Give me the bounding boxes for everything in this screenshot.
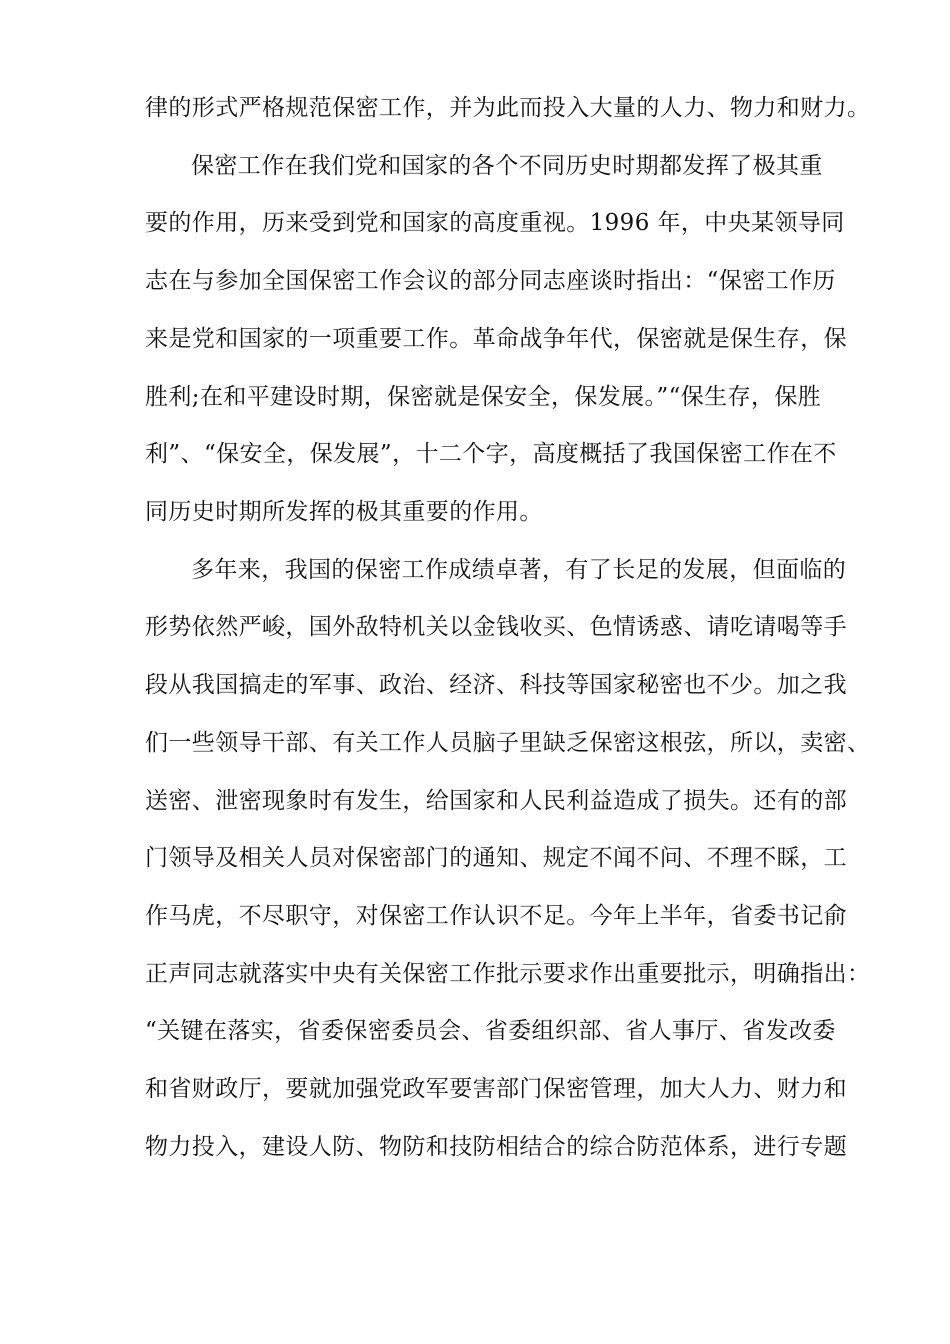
text-line: 利”、“保安全，保发展”，十二个字，高度概括了我国保密工作在不 bbox=[145, 441, 837, 467]
text-line: 胜利;在和平建设时期，保密就是保安全，保发展。”“保生存，保胜 bbox=[145, 384, 822, 410]
text-line: 作马虎，不尽职守，对保密工作认识不足。今年上半年，省委书记俞 bbox=[145, 903, 847, 929]
text-line: 同历史时期所发挥的极其重要的作用。 bbox=[145, 499, 543, 525]
text-line: 要的作用，历来受到党和国家的高度重视。1996 年，中央某领导同 bbox=[145, 210, 845, 236]
paragraph-first-line: 多年来，我国的保密工作成绩卓著，有了长足的发展，但面临的 bbox=[191, 557, 847, 583]
text-line: 志在与参加全国保密工作会议的部分同志座谈时指出：“保密工作历 bbox=[145, 268, 836, 294]
text-line: 形势依然严峻，国外敌特机关以金钱收买、色情诱惑、请吃请喝等手 bbox=[145, 614, 847, 640]
text-line: 们一些领导干部、有关工作人员脑子里缺乏保密这根弦，所以，卖密、 bbox=[145, 730, 871, 756]
text-line: 来是党和国家的一项重要工作。革命战争年代，保密就是保生存，保 bbox=[145, 326, 847, 352]
text-line: 律的形式严格规范保密工作，并为此而投入大量的人力、物力和财力。 bbox=[145, 95, 871, 121]
text-line: 送密、泄密现象时有发生，给国家和人民利益造成了损失。还有的部 bbox=[145, 788, 847, 814]
text-line: 段从我国搞走的军事、政治、经济、科技等国家秘密也不少。加之我 bbox=[145, 672, 847, 698]
text-line: 物力投入，建设人防、物防和技防相结合的综合防范体系，进行专题 bbox=[145, 1134, 847, 1160]
text-line: “关键在落实，省委保密委员会、省委组织部、省人事厅、省发改委 bbox=[145, 1018, 836, 1044]
text-line: 和省财政厅，要就加强党政军要害部门保密管理，加大人力、财力和 bbox=[145, 1076, 847, 1102]
paragraph-first-line: 保密工作在我们党和国家的各个不同历史时期都发挥了极其重 bbox=[191, 153, 823, 179]
text-line: 正声同志就落实中央有关保密工作批示要求作出重要批示，明确指出： bbox=[145, 961, 871, 987]
text-line: 门领导及相关人员对保密部门的通知、规定不闻不问、不理不睬，工 bbox=[145, 845, 847, 871]
